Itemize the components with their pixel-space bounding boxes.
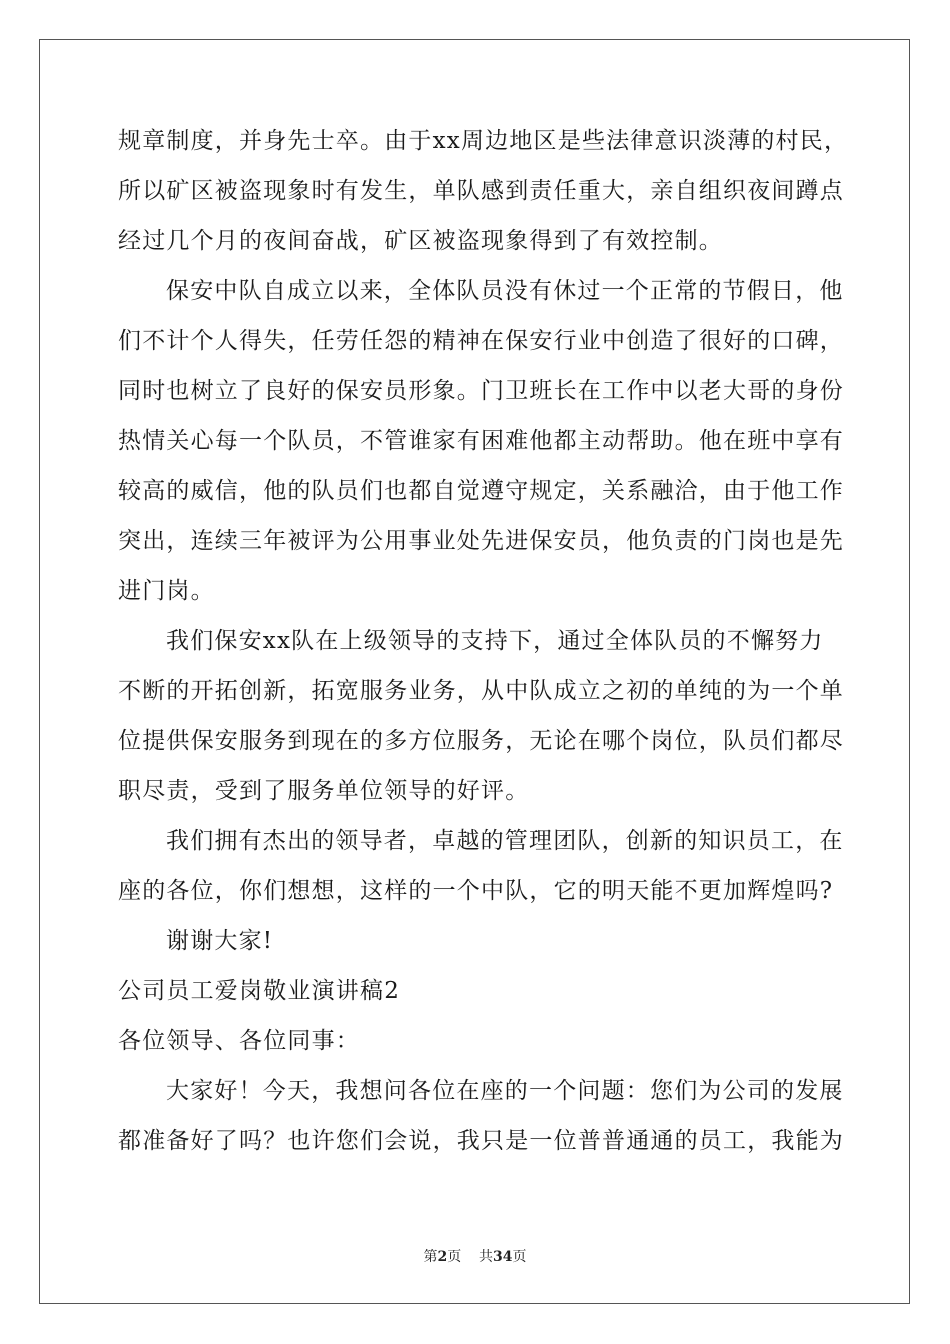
text-line: 座的各位，你们想想，这样的一个中队，它的明天能不更加辉煌吗? [118, 878, 834, 904]
text-line: 大家好！今天，我想问各位在座的一个问题：您们为公司的发展 [166, 1078, 844, 1104]
footer-total-suffix: 页 [512, 1249, 527, 1265]
text-line: 我们保安xx队在上级领导的支持下，通过全体队员的不懈努力 [166, 628, 824, 654]
text-line: 进门岗。 [118, 578, 215, 604]
text-line: 经过几个月的夜间奋战，矿区被盗现象得到了有效控制。 [118, 228, 723, 254]
text-line: 我们拥有杰出的领导者，卓越的管理团队，创新的知识员工，在 [166, 828, 844, 854]
text-line: 职尽责，受到了服务单位领导的好评。 [118, 778, 530, 804]
text-line: 不断的开拓创新，拓宽服务业务，从中队成立之初的单纯的为一个单 [118, 678, 844, 704]
text-line: 较高的威信，他的队员们也都自觉遵守规定，关系融洽，由于他工作 [118, 478, 844, 504]
text-line: 各位领导、各位同事： [118, 1028, 360, 1054]
document-body [118, 128, 849, 1178]
text-line: 位提供保安服务到现在的多方位服务，无论在哪个岗位，队员们都尽 [118, 728, 844, 754]
text-line: 谢谢大家! [166, 928, 274, 954]
text-line: 热情关心每一个队员，不管谁家有困难他都主动帮助。他在班中享有 [118, 428, 844, 454]
text-line: 所以矿区被盗现象时有发生，单队感到责任重大，亲自组织夜间蹲点 [118, 178, 844, 204]
text-line: 保安中队自成立以来，全体队员没有休过一个正常的节假日，他 [166, 278, 844, 304]
text-line: 规章制度，并身先士卒。由于xx周边地区是些法律意识淡薄的村民， [118, 128, 849, 154]
footer-total-prefix: 共 [479, 1249, 494, 1265]
text-line: 公司员工爱岗敬业演讲稿2 [118, 978, 401, 1004]
footer-total-pages: 34 [493, 1249, 513, 1265]
text-line: 们不计个人得失，任劳任怨的精神在保安行业中创造了很好的口碑， [118, 328, 844, 354]
text-line: 突出，连续三年被评为公用事业处先进保安员，他负责的门岗也是先 [118, 528, 844, 554]
page-footer [0, 1248, 950, 1266]
footer-page-prefix: 第 [423, 1249, 438, 1265]
footer-page-suffix: 页 [447, 1249, 462, 1265]
text-line: 同时也树立了良好的保安员形象。门卫班长在工作中以老大哥的身份 [118, 378, 844, 404]
text-line: 都准备好了吗？也许您们会说，我只是一位普普通通的员工，我能为 [118, 1128, 844, 1154]
footer-page-number: 2 [437, 1249, 448, 1265]
